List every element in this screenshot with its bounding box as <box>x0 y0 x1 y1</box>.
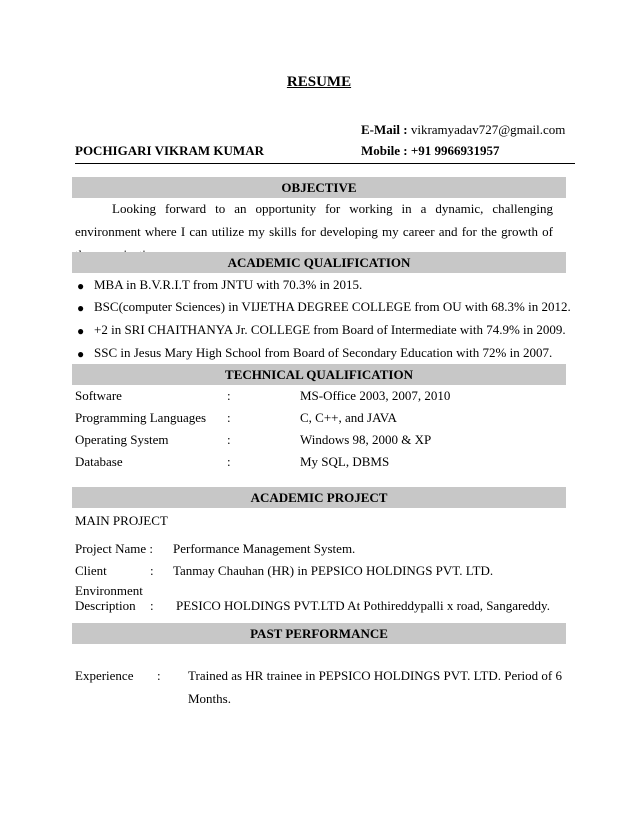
tech-label: Software <box>75 388 122 403</box>
email-line <box>361 122 565 138</box>
tech-label: Programming Languages <box>75 410 207 425</box>
main-project-label: MAIN PROJECT <box>75 513 168 528</box>
project-name-label: Project Name : <box>75 541 153 556</box>
bullet-icon: ● <box>77 347 85 361</box>
objective-paragraph: Looking forward to an opportunity for working in a dynamic, challenging environment where I can utilize my skills for developing my career and for the growth of <box>75 201 553 239</box>
description-separator: : <box>150 598 154 613</box>
email-value: vikramyadav727@gmail.com <box>410 122 566 137</box>
academic-item: +2 in SRI CHAITHANYA Jr. COLLEGE from Board of Intermediate with 74.9% in 2009. <box>94 322 566 337</box>
resume-title: RESUME <box>286 74 352 90</box>
mobile-label: Mobile : <box>361 143 408 158</box>
email-label: E-Mail : <box>361 122 408 137</box>
project-heading: ACADEMIC PROJECT <box>72 487 566 508</box>
description-label: Description <box>75 598 136 613</box>
experience-line-1: Trained as HR trainee in PEPSICO HOLDINGS PVT. LTD. Period of 6 <box>188 668 562 683</box>
tech-label: Operating System <box>75 432 169 447</box>
bullet-icon: ● <box>77 279 85 293</box>
tech-separator: : <box>227 388 231 403</box>
experience-line-2: Months. <box>188 691 231 706</box>
candidate-name: POCHIGARI VIKRAM KUMAR <box>75 143 264 158</box>
technical-heading: TECHNICAL QUALIFICATION <box>72 364 566 385</box>
tech-value: My SQL, DBMS <box>300 454 390 469</box>
client-separator: : <box>150 563 154 578</box>
tech-label: Database <box>75 454 123 469</box>
tech-separator: : <box>227 432 231 447</box>
academic-item: SSC in Jesus Mary High School from Board of Secondary Education with 72% in 2007. <box>94 345 553 360</box>
tech-separator: : <box>227 410 231 425</box>
bullet-icon: ● <box>77 301 85 315</box>
project-name-value: Performance Management System. <box>173 541 356 556</box>
experience-label: Experience <box>75 668 134 683</box>
header-divider <box>75 163 575 164</box>
academic-item: BSC(computer Sciences) in VIJETHA DEGREE COLLEGE from OU with 68.3% in 2012. <box>94 299 571 314</box>
objective-heading: OBJECTIVE <box>72 177 566 198</box>
tech-value: C, C++, and JAVA <box>300 410 397 425</box>
client-label: Client <box>75 563 107 578</box>
tech-separator: : <box>227 454 231 469</box>
description-value: PESICO HOLDINGS PVT.LTD At Pothireddypalli x road, Sangareddy. <box>176 598 550 613</box>
client-value: Tanmay Chauhan (HR) in PEPSICO HOLDINGS PVT. LTD. <box>173 563 494 578</box>
tech-value: MS-Office 2003, 2007, 2010 <box>300 388 451 403</box>
past-performance-heading: PAST PERFORMANCE <box>72 623 566 644</box>
academic-heading: ACADEMIC QUALIFICATION <box>72 252 566 273</box>
mobile-line <box>361 143 500 159</box>
tech-value: Windows 98, 2000 & XP <box>300 432 432 447</box>
academic-item: MBA in B.V.R.I.T from JNTU with 70.3% in 2015. <box>94 277 363 292</box>
environment-label: Environment <box>75 583 143 598</box>
experience-separator: : <box>157 668 161 683</box>
mobile-value: +91 9966931957 <box>410 143 500 158</box>
bullet-icon: ● <box>77 324 85 338</box>
